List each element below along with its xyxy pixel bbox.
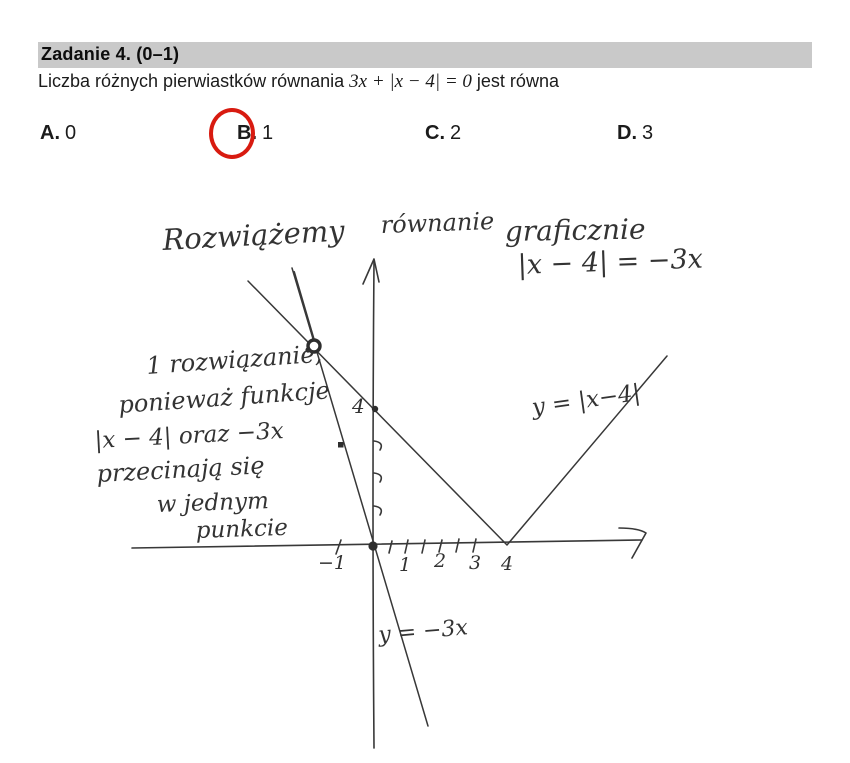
hw-note-line-3: |x − 4| oraz −3x: [93, 418, 285, 454]
x-axis-label-neg1: −1: [318, 552, 347, 574]
x-tick: [405, 540, 408, 553]
hw-note-line-2: ponieważ funkcje: [117, 376, 331, 419]
x-axis-label-4: 4: [501, 553, 514, 575]
hw-heading-word-3: graficznie: [504, 212, 646, 248]
marked-point-on-line: [338, 442, 344, 448]
hw-note-line-5: w jednym: [156, 488, 270, 518]
option-c-value: 2: [450, 122, 462, 144]
y-tick: [374, 506, 381, 515]
y-intercept-point: [372, 406, 378, 412]
curve-linear-overdraw: [294, 272, 316, 347]
option-a-letter: A.: [40, 122, 60, 144]
hw-note-line-4: przecinają się: [95, 451, 266, 488]
option-b-value: 1: [262, 122, 274, 144]
x-axis-arrow-icon: [619, 528, 646, 558]
y-axis-label-4: 4: [352, 394, 365, 418]
hw-note-line-1: 1 rozwiązanie,: [145, 339, 323, 380]
option-b-letter: B.: [237, 122, 257, 144]
hw-curve-label-linear: y = −3x: [377, 615, 469, 648]
y-axis-arrow-icon: [363, 259, 379, 284]
origin-point: [368, 541, 377, 550]
question-equation: 3x + |x − 4| = 0: [349, 71, 472, 92]
curve-abs-value: [248, 281, 667, 545]
hw-heading-word-2: równanie: [380, 207, 495, 239]
hw-heading-word-1: Rozwiążemy: [161, 213, 346, 257]
option-a-value: 0: [65, 122, 77, 144]
x-axis-label-1: 1: [399, 554, 412, 576]
y-axis-ticks: [374, 441, 381, 515]
x-tick: [389, 541, 392, 553]
x-axis-ticks: [336, 539, 476, 554]
y-tick: [374, 441, 381, 450]
option-c-letter: C.: [425, 122, 445, 144]
option-d-value: 3: [642, 122, 654, 144]
question-suffix: jest równa: [476, 71, 559, 91]
x-tick: [473, 539, 476, 552]
option-d-letter: D.: [617, 122, 637, 144]
x-tick: [456, 539, 459, 552]
y-axis: [373, 261, 374, 748]
task-header-title: Zadanie 4. (0–1): [41, 44, 180, 64]
x-axis-label-2: 2: [434, 550, 447, 572]
hw-transformed-equation: |x − 4| = −3x: [517, 243, 704, 281]
x-tick: [422, 540, 425, 553]
hw-note-line-6: punkcie: [195, 514, 289, 544]
hw-curve-label-abs: y = |x−4|: [530, 379, 643, 421]
x-axis-label-3: 3: [469, 552, 482, 574]
question-prefix: Liczba różnych pierwiastków równania: [38, 71, 345, 91]
y-tick: [374, 473, 381, 482]
